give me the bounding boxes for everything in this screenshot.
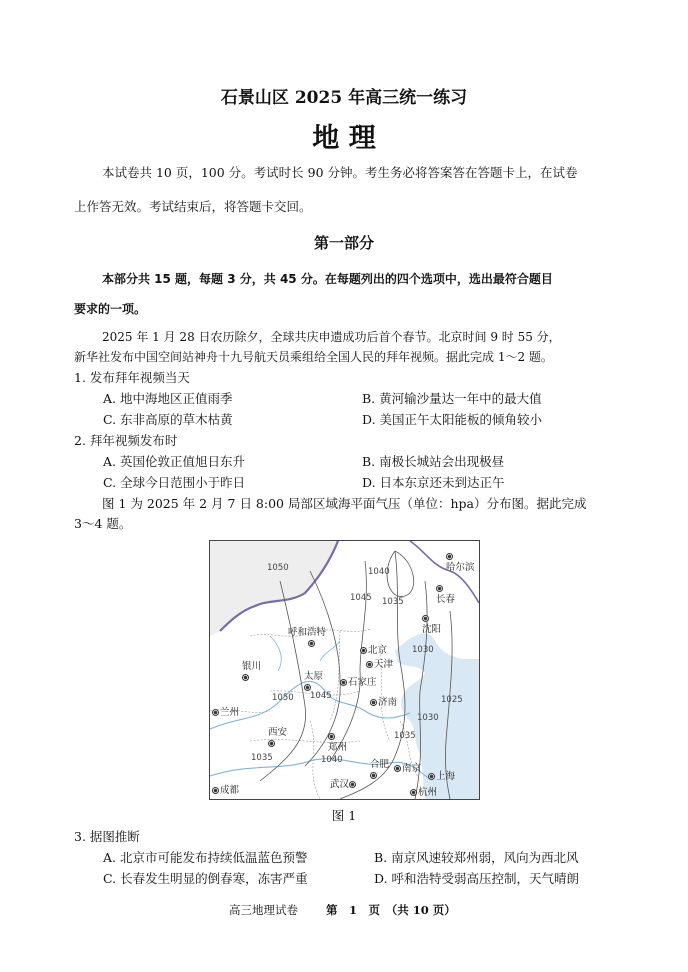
question-2-option-c: C. 全球今日范围小于昨日: [103, 475, 246, 490]
city-chengdu: 成都: [212, 785, 239, 796]
isobar-label: 1045: [350, 593, 372, 603]
footer-left: 高三地理试卷: [229, 903, 298, 917]
footer-page-number: 第 1 页 （共 10 页）: [326, 903, 456, 917]
city-marker-icon: [370, 699, 377, 706]
question-3-option-c: C. 长春发生明显的倒春寒，冻害严重: [103, 871, 308, 886]
isobar-label: 1025: [441, 695, 463, 705]
question-2-option-b: B. 南极长城站会出现极昼: [362, 454, 505, 469]
intro-line-2: 上作答无效。考试结束后，将答题卡交回。: [74, 199, 312, 214]
isobar-label: 1035: [382, 597, 404, 607]
subject-title: 地 理: [312, 123, 376, 154]
isobar-label: 1035: [251, 753, 273, 763]
city-shijiazhuang: 石家庄: [340, 677, 377, 688]
city-marker-icon: [340, 679, 347, 686]
city-marker-icon: [436, 585, 443, 592]
city-marker-icon: [304, 684, 311, 691]
question-2-option-d: D. 日本东京还未到达正午: [362, 475, 505, 490]
part-instruction-2: 要求的一项。: [74, 302, 147, 316]
isobar-line: [260, 581, 306, 781]
city-jinan: 济南: [370, 697, 397, 708]
city-lanzhou: 兰州: [212, 707, 239, 718]
question-1-option-a: A. 地中海地区正值雨季: [103, 391, 233, 406]
city-marker-icon: [328, 733, 335, 740]
question-1-option-d: D. 美国正午太阳能板的倾角较小: [362, 412, 543, 427]
city-marker-icon: [308, 640, 315, 647]
city-wuhan: 武汉: [330, 779, 357, 790]
question-1-stem: 1. 发布拜年视频当天: [74, 370, 190, 385]
exam-title: 石景山区 2025 年高三统一练习: [220, 88, 468, 108]
city-taiyuan: 太原: [304, 671, 323, 693]
question-2-stem: 2. 拜年视频发布时: [74, 433, 178, 448]
isobar-label: 1045: [310, 691, 332, 701]
pressure-map: [209, 540, 480, 800]
city-marker-icon: [268, 740, 275, 747]
city-nanjing: 南京: [394, 763, 421, 774]
city-tianjin: 天津: [366, 659, 393, 670]
question-3-option-a: A. 北京市可能发布持续低温蓝色预警: [103, 850, 308, 865]
passage2-line-1: 图 1 为 2025 年 2 月 7 日 8:00 局部区域海平面气压（单位：hpa）分布图。据此完成: [102, 496, 587, 511]
city-marker-icon: [349, 781, 356, 788]
city-hangzhou: 杭州: [410, 787, 437, 798]
city-marker-icon: [242, 674, 249, 681]
city-xian: 西安: [268, 727, 287, 749]
city-marker-icon: [428, 773, 435, 780]
question-3-option-d: D. 呼和浩特受弱高压控制，天气晴朗: [374, 871, 580, 886]
city-shanghai: 上海: [428, 771, 455, 782]
figure-caption: 图 1: [331, 808, 357, 823]
isobar-label: 1040: [321, 755, 343, 765]
passage1-line-2: 新华社发布中国空间站神舟十九号航天员乘组给全国人民的拜年视频。据此完成 1～2 题。: [74, 350, 553, 364]
question-3-stem: 3. 据图推断: [74, 829, 140, 844]
city-marker-icon: [422, 615, 429, 622]
city-marker-icon: [446, 553, 453, 560]
city-zhengzhou: 郑州: [328, 731, 347, 753]
city-beijing: 北京: [360, 645, 387, 656]
isobar-label: 1030: [412, 645, 434, 655]
city-harbin: 哈尔滨: [446, 551, 475, 573]
part-instruction-1: 本部分共 15 题，每题 3 分，共 45 分。在每题列出的四个选项中，选出最符合题目: [102, 272, 553, 286]
city-marker-icon: [212, 709, 219, 716]
part-title: 第一部分: [313, 234, 374, 252]
question-1-option-c: C. 东非高原的草木枯黄: [103, 412, 233, 427]
isobar-label: 1040: [368, 567, 390, 577]
city-marker-icon: [410, 789, 417, 796]
city-marker-icon: [366, 661, 373, 668]
isobar-label: 1035: [394, 731, 416, 741]
city-shenyang: 沈阳: [422, 613, 441, 635]
passage1-line-1: 2025 年 1 月 28 日农历除夕，全球共庆申遗成功后首个春节。北京时间 9 时 55 分，: [102, 330, 561, 344]
question-2-option-a: A. 英国伦敦正值旭日东升: [103, 454, 245, 469]
isobar-line: [387, 551, 414, 597]
city-changchun: 长春: [436, 583, 455, 605]
question-1-option-b: B. 黄河输沙量达一年中的最大值: [362, 391, 542, 406]
city-hefei: 合肥: [370, 759, 389, 781]
city-marker-icon: [370, 772, 377, 779]
city-marker-icon: [394, 765, 401, 772]
city-marker-icon: [360, 647, 367, 654]
city-marker-icon: [212, 787, 219, 794]
isobar-label: 1050: [272, 693, 294, 703]
question-3-option-b: B. 南京风速较郑州弱，风向为西北风: [374, 850, 579, 865]
city-hohhot: 呼和浩特: [288, 627, 326, 649]
isobar-label: 1030: [417, 713, 439, 723]
city-yinchuan: 银川: [242, 661, 261, 683]
passage2-line-2: 3～4 题。: [74, 516, 132, 531]
isobar-label: 1050: [267, 563, 289, 573]
intro-line-1: 本试卷共 10 页，100 分。考试时长 90 分钟。考生务必将答案答在答题卡上，在试卷: [102, 165, 578, 180]
